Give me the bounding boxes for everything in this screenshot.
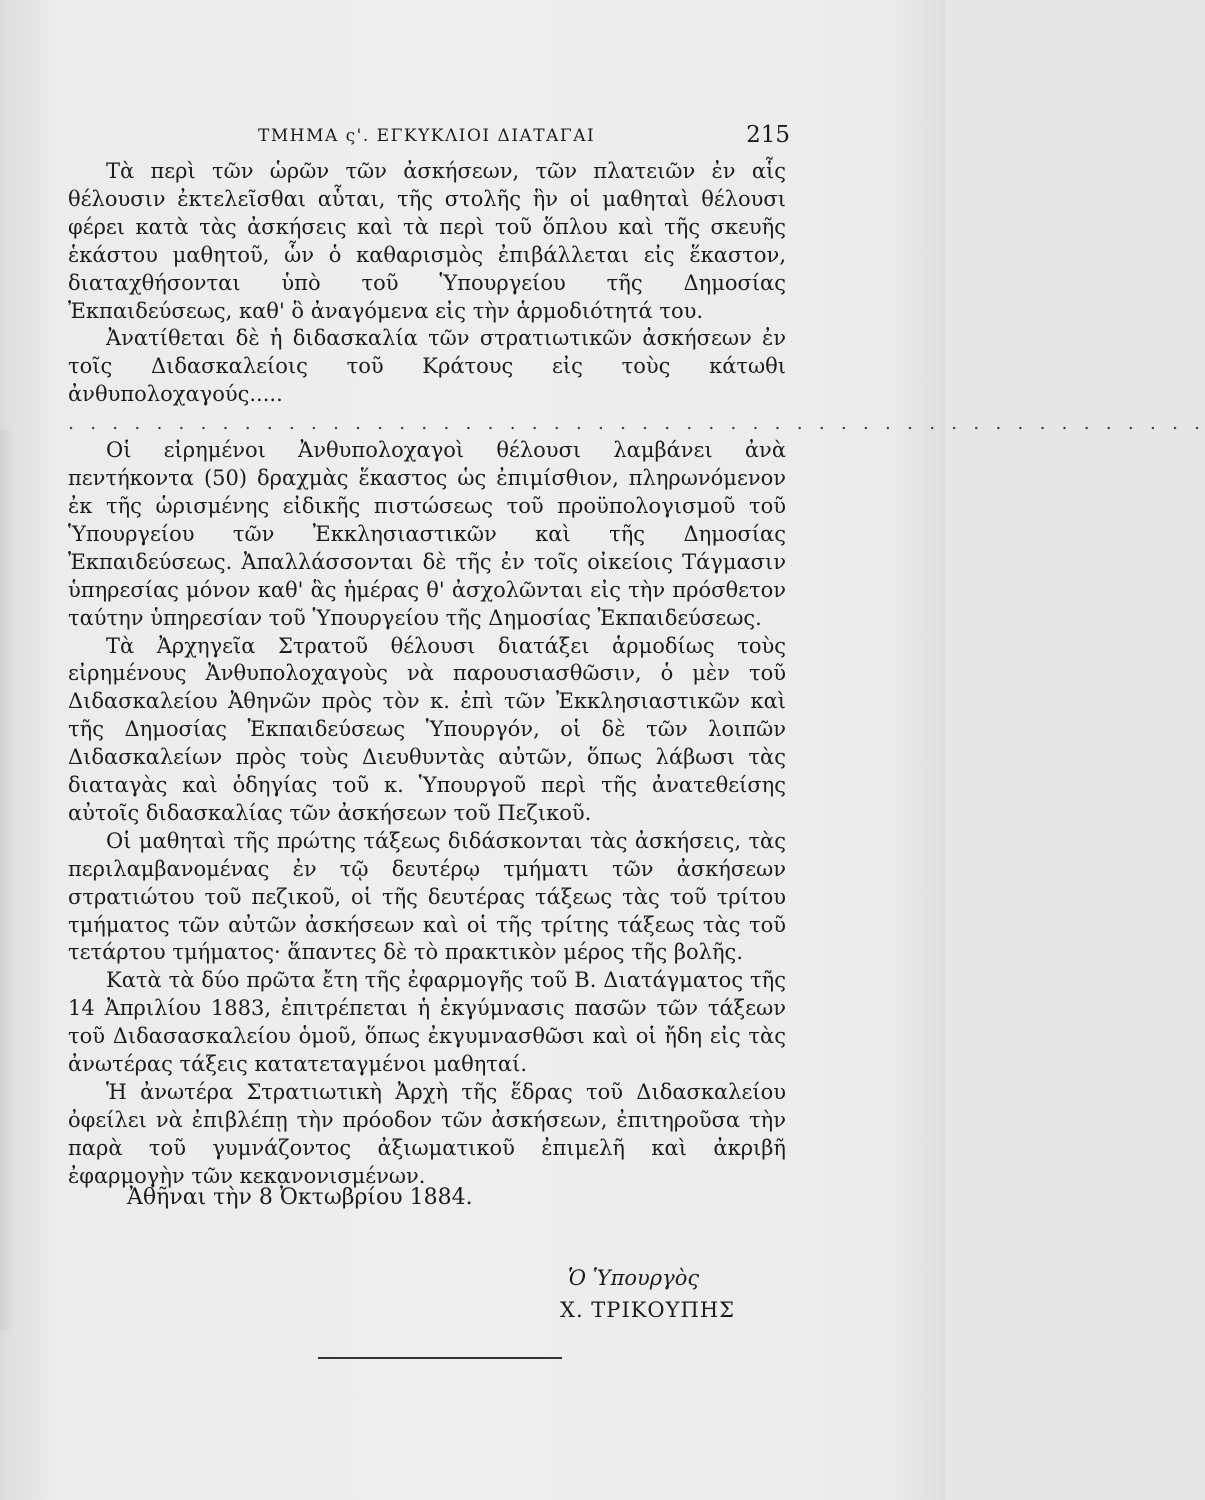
paragraph: Οἱ μαθηταὶ τῆς πρώτης τάξεως διδάσκονται τὰς ἀσκήσεις, τὰς περιλαμβανομένας ἐν τῷ δευτέρῳ τμήματι τῶν ἀσκήσεων στρατιώτου τοῦ πεζικοῦ, οἱ τῆς δευτέρας τάξεως τὰς τοῦ τρίτου τμήματος τῶν αὐτῶν ἀσκήσεων καὶ οἱ τῆς τρίτης τάξεως τὰς τοῦ τετάρτου τμήματος· ἅπαντες δὲ τὸ πρακτικὸν μέρος τῆς βολῆς. — [68, 828, 786, 965]
paragraph: Οἱ εἰρημένοι Ἀνθυπολοχαγοὶ θέλουσι λαμβάνει ἀνὰ πεντήκοντα (50) δραχμὰς ἕκαστος ὡς ἐπιμίσθιον, πληρωνόμενον ἐκ τῆς ὡρισμένης εἰδικῆς πιστώσεως τοῦ προϋπολογισμοῦ τοῦ Ὑπουργείου τῶν Ἐκκλησιαστικῶν καὶ τῆς Δημοσίας Ἐκπαιδεύσεως. Ἀπαλλάσσονται δὲ τῆς ἐν τοῖς οἰκείοις Τάγμασιν ὑπηρεσίας μόνον καθ' ἃς ἡμέρας θ' ἀσχολῶνται εἰς τὴν πρόσθετον ταύτην ὑπηρεσίαν τοῦ Ὑπουργείου τῆς Δημοσίας Ἐκπαιδεύσεως. — [68, 438, 786, 630]
running-head: ΤΜΗΜΑ ς'. ΕΓΚΥΚΛΙΟΙ ΔΙΑΤΑΓΑΙ — [258, 126, 596, 146]
leader-dots: . . . . . . . . . . . . . . . . . . . . . . . . . . . . . . . . . . . . . . . . . . . . . . . . . . . . — [68, 412, 1205, 435]
paragraph: Ἀνατίθεται δὲ ἡ διδασκαλία τῶν στρατιωτικῶν ἀσκήσεων ἐν τοῖς Διδασκαλείοις τοῦ Κράτους εἰς τοὺς κάτωθι ἀνθυπολοχαγούς..... — [68, 326, 786, 407]
signature-title: Ὁ Ὑπουργὸς — [568, 1266, 700, 1290]
page-number: 215 — [746, 122, 790, 148]
page-header — [110, 122, 790, 152]
signature-block — [560, 1262, 735, 1326]
paragraph: Τὰ Ἀρχηγεῖα Στρατοῦ θέλουσι διατάξει ἁρμοδίως τοὺς εἰρημένους Ἀνθυπολοχαγοὺς νὰ παρουσιασθῶσιν, ὁ μὲν τοῦ Διδασκαλείου Ἀθηνῶν πρὸς τὸν κ. ἐπὶ τῶν Ἐκκλησιαστικῶν καὶ τῆς Δημοσίας Ἐκπαιδεύσεως Ὑπουργόν, οἱ δὲ τῶν λοιπῶν Διδασκαλείων πρὸς τοὺς Διευθυντὰς αὐτῶν, ὅπως λάβωσι τὰς διαταγὰς καὶ ὁδηγίας τοῦ κ. Ὑπουργοῦ περὶ τῆς ἀνατεθείσης αὐτοῖς διδασκαλίας τῶν ἀσκήσεων τοῦ Πεζικοῦ. — [68, 633, 786, 825]
page-shadow — [0, 430, 14, 1330]
closing-rule — [318, 1357, 562, 1359]
paragraph: Κατὰ τὰ δύο πρῶτα ἔτη τῆς ἐφαρμογῆς τοῦ Β. Διατάγματος τῆς 14 Ἀπριλίου 1883, ἐπιτρέπεται ἡ ἐκγύμνασις πασῶν τῶν τάξεων τοῦ Διδασασκαλείου ὁμοῦ, ὅπως ἐκγυμνασθῶσι καὶ οἱ ἤδη εἰς τὰς ἀνωτέρας τάξεις κατατεταγμένοι μαθηταί. — [68, 968, 786, 1077]
body-text — [68, 158, 1205, 1191]
paragraph: Ἡ ἀνωτέρα Στρατιωτικὴ Ἀρχὴ τῆς ἕδρας τοῦ Διδασκαλείου ὀφείλει νὰ ἐπιβλέπῃ τὴν πρόοδον τῶν ἀσκήσεων, ἐπιτηροῦσα τὴν παρὰ τοῦ γυμνάζοντος ἀξιωματικοῦ ἐπιμελῆ καὶ ἀκριβῆ ἐφαρμογὴν τῶν κεκανονισμένων. — [68, 1080, 786, 1188]
paragraph: Τὰ περὶ τῶν ὡρῶν τῶν ἀσκήσεων, τῶν πλατειῶν ἐν αἷς θέλουσιν ἐκτελεῖσθαι αὗται, τῆς στολῆς ἣν οἱ μαθηταὶ θέλουσι φέρει κατὰ τὰς ἀσκήσεις καὶ τὰ περὶ τοῦ ὅπλου καὶ τῆς σκευῆς ἑκάστου μαθητοῦ, ὧν ὁ καθαρισμὸς ἐπιβάλλεται εἰς ἕκαστον, διαταχθήσονται ὑπὸ τοῦ Ὑπουργείου τῆς Δημοσίας Ἐκπαιδεύσεως, καθ' ὃ ἀναγόμενα εἰς τὴν ἁρμοδιότητά του. — [68, 159, 786, 323]
dateline: Ἀθῆναι τὴν 8 Ὀκτωβρίου 1884. — [127, 1185, 473, 1210]
signature-name: Χ. ΤΡΙΚΟΥΠΗΣ — [560, 1298, 735, 1322]
